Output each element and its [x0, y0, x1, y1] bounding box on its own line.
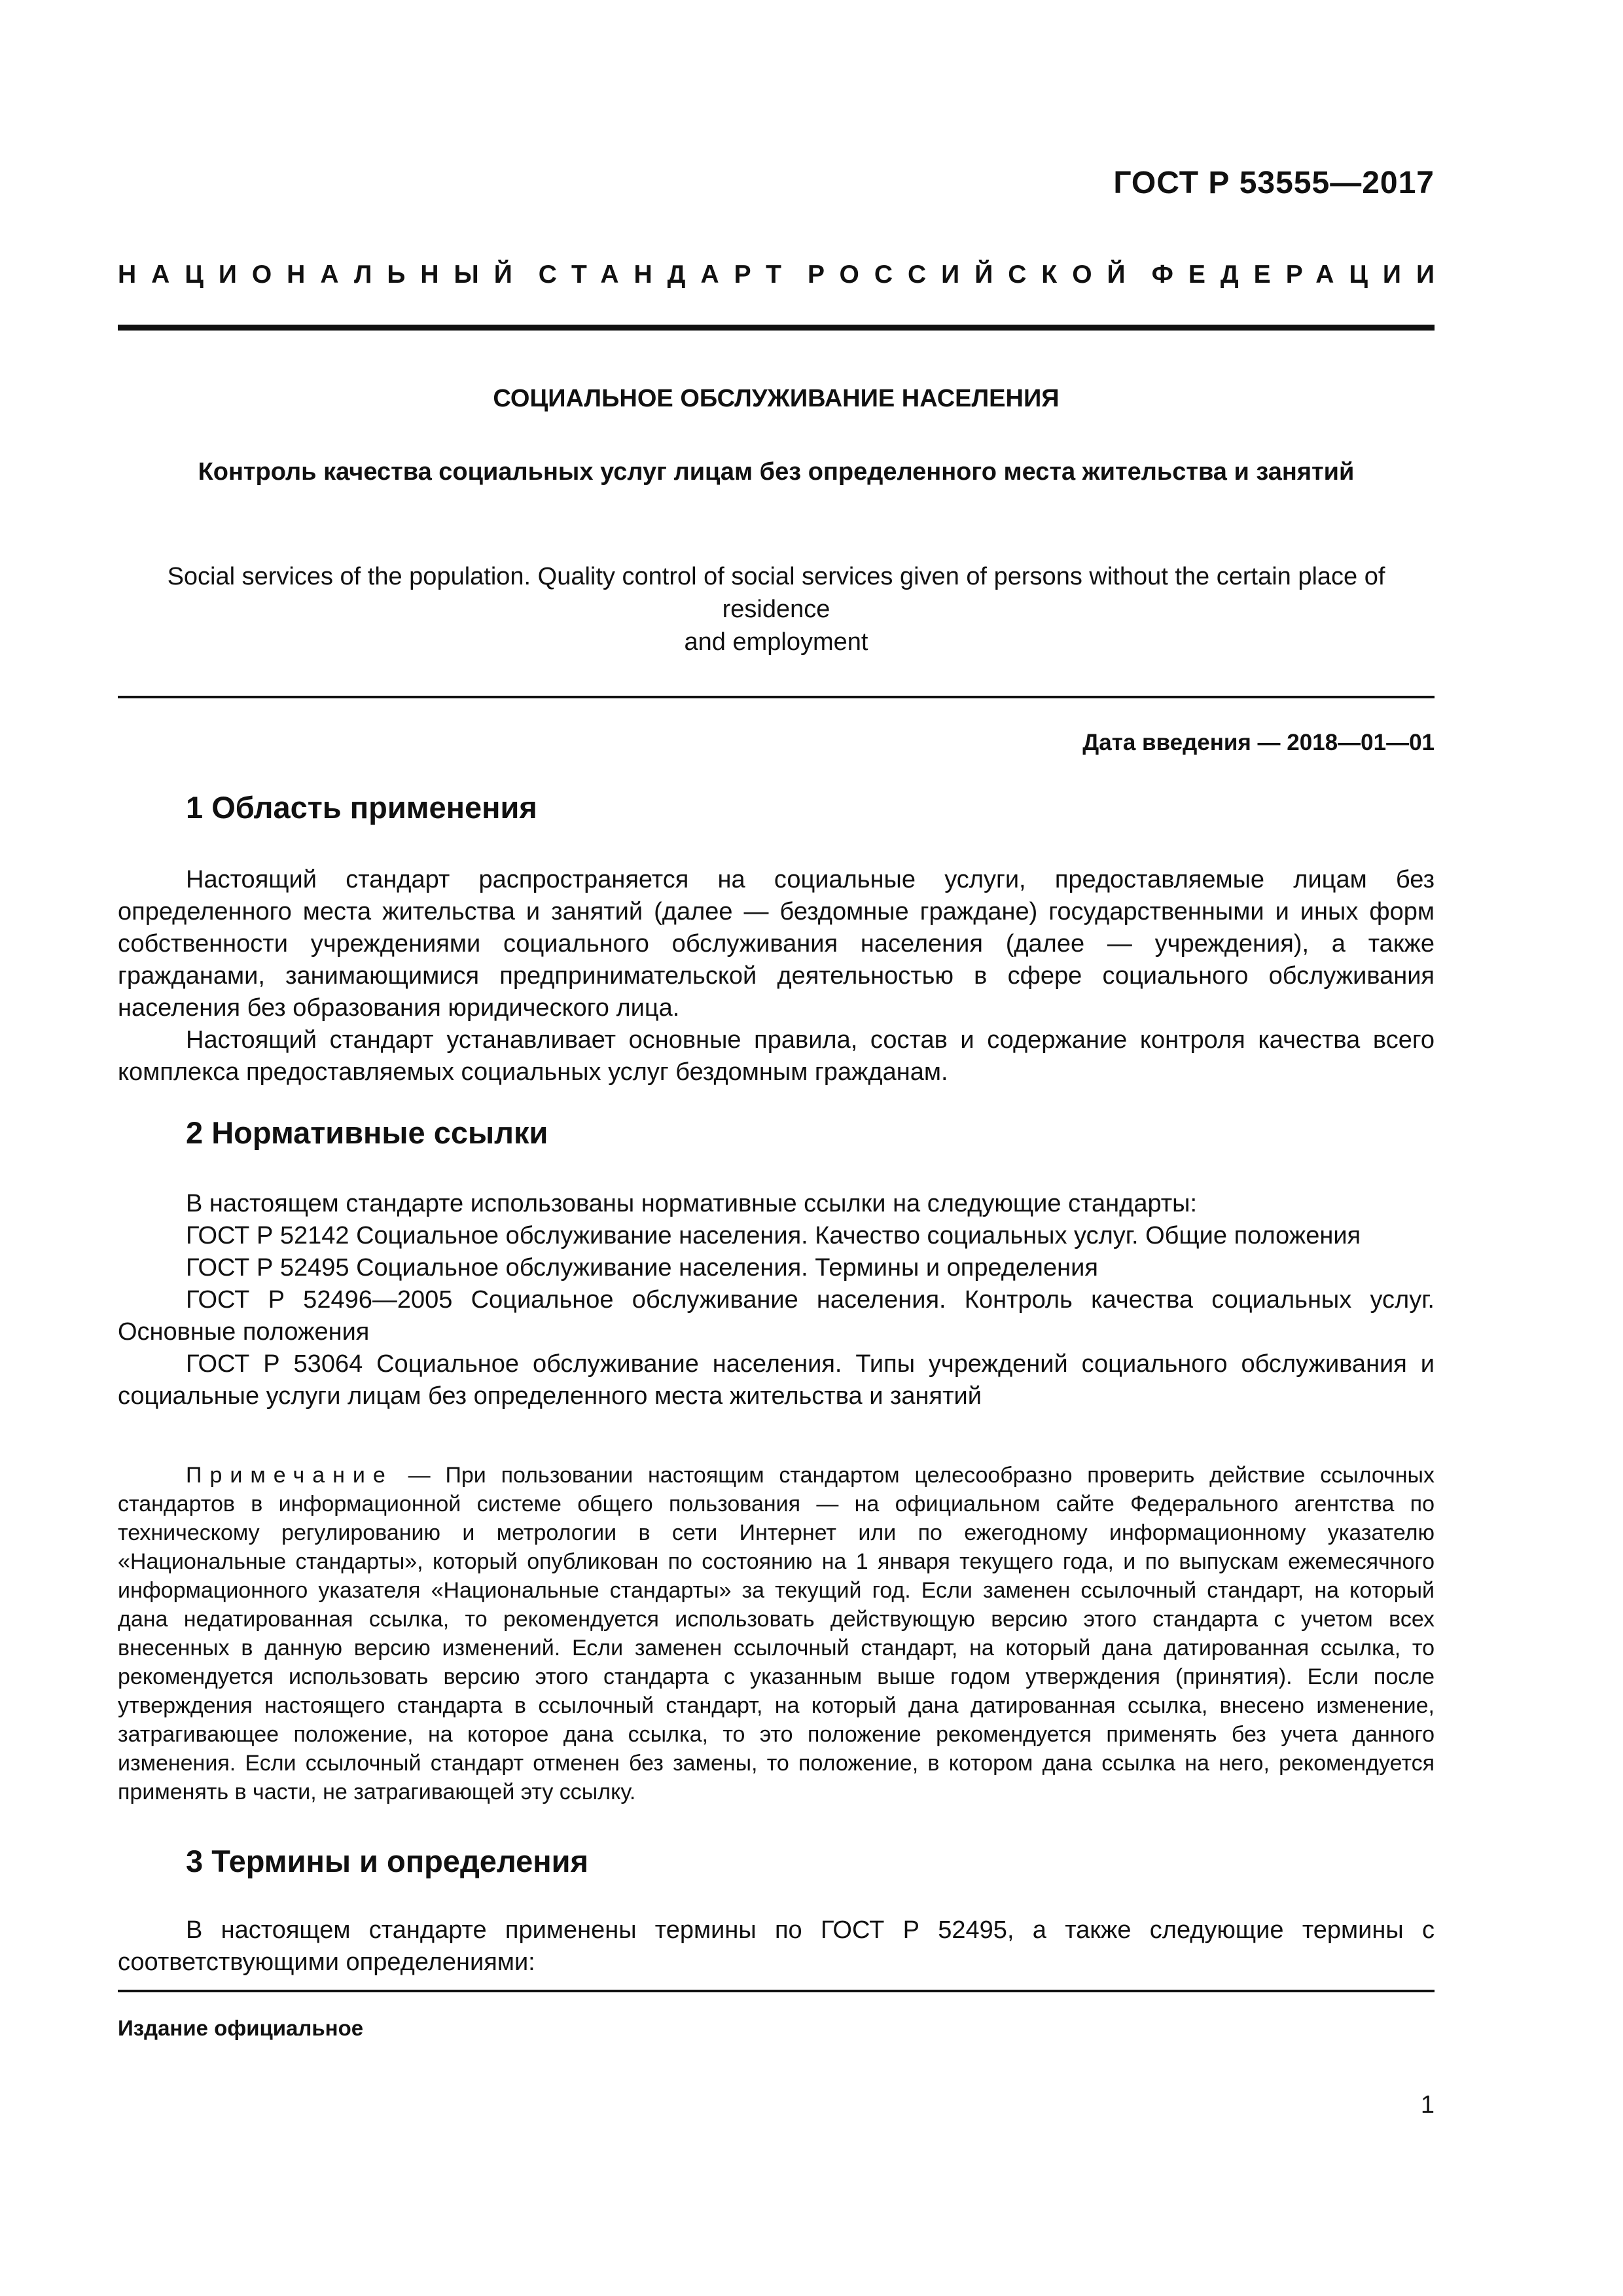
note-text: — При пользовании настоящим стандартом целесообразно проверить действие ссылочных стандартов в информационной системе общего пользования — на официальном сайте Федерального агентства по техническому регулированию и метрологии в сети Интернет или по ежегодному информационному указателю «Национальные стандарты», который опубликован по состоянию на 1 января текущего года, и по выпускам ежемесячного информационного указателя «Национальные стандарты» за текущий год. Если заменен ссылочный стандарт, на который дана недатированная ссылка, то рекомендуется использовать действующую версию этого стандарта с учетом всех внесенных в данную версию изменений. Если заменен ссылочный стандарт, на который дана датированная ссылка, то рекомендуется использовать версию этого стандарта с указанным выше годом утверждения (принятия). Если после утверждения настоящего стандарта в ссылочный стандарт, на который дана датированная ссылка, внесено изменение, затрагивающее положение, на которое дана ссылка, то это положение рекомендуется применять без учета данного изменения. Если ссылочный стандарт отменен без замены, то положение, в котором дана ссылка на него, рекомендуется применять в части, не затрагивающей эту ссылку.: [118, 1463, 1435, 1804]
english-title: [118, 560, 1435, 658]
national-standard-banner: [118, 260, 1450, 289]
banner-word: РОССИЙСКОЙ: [808, 260, 1141, 289]
note-paragraph: [118, 1461, 1435, 1806]
banner-word: НАЦИОНАЛЬНЫЙ: [118, 260, 527, 289]
footer-divider: [118, 1990, 1435, 1992]
banner-word: СТАНДАРТ: [538, 260, 796, 289]
reference-item: ГОСТ Р 52496—2005 Социальное обслуживание населения. Контроль качества социальных услуг. Основные положения: [118, 1286, 1435, 1346]
document-title: СОЦИАЛЬНОЕ ОБСЛУЖИВАНИЕ НАСЕЛЕНИЯ: [493, 385, 1060, 412]
paragraph: В настоящем стандарте применены термины по ГОСТ Р 52495, а также следующие термины с соответствующими определениями:: [118, 1916, 1435, 1976]
paragraph: В настоящем стандарте использованы нормативные ссылки на следующие стандарты:: [186, 1190, 1198, 1217]
page-number: 1: [1420, 2091, 1435, 2119]
english-title-line: Social services of the population. Quality control of social services given of persons without the certain place of residence: [167, 563, 1385, 623]
reference-item: ГОСТ Р 52142 Социальное обслуживание населения. Качество социальных услуг. Общие положения: [186, 1222, 1361, 1249]
note-label: Примечание: [186, 1463, 393, 1488]
section-terms-body: [118, 1914, 1435, 1979]
paragraph: Настоящий стандарт распространяется на социальные услуги, предоставляемые лицам без определенного места жительства и занятий (далее — бездомные граждане) государственными и иных форм собственности учреждениями социального обслуживания населения (далее — учреждения), а также гражданами, занимающимися предпринимательской деятельностью в сфере социального обслуживания населения без образования юридического лица.: [118, 866, 1435, 1022]
section-heading-terms: 3 Термины и определения: [186, 1844, 588, 1878]
english-title-line: and employment: [684, 628, 868, 656]
title-divider: [118, 696, 1435, 698]
section-heading-scope: 1 Область применения: [186, 790, 537, 825]
document-code: ГОСТ Р 53555—2017: [1113, 166, 1435, 200]
header-divider: [118, 325, 1435, 331]
document-subtitle: Контроль качества социальных услуг лицам без определенного места жительства и занятий: [198, 458, 1355, 486]
section-scope-body: [118, 864, 1435, 1088]
introduction-date: Дата введения — 2018—01—01: [1082, 730, 1435, 755]
reference-item: ГОСТ Р 53064 Социальное обслуживание населения. Типы учреждений социального обслуживания и социальные услуги лицам без определенного места жительства и занятий: [118, 1350, 1435, 1410]
section-heading-references: 2 Нормативные ссылки: [186, 1115, 548, 1150]
section-references-body: [118, 1188, 1435, 1412]
banner-word: ФЕДЕРАЦИИ: [1151, 260, 1450, 289]
reference-item: ГОСТ Р 52495 Социальное обслуживание населения. Термины и определения: [186, 1254, 1098, 1282]
official-edition-label: Издание официальное: [118, 2016, 364, 2040]
paragraph: Настоящий стандарт устанавливает основные правила, состав и содержание контроля качества всего комплекса предоставляемых социальных услуг бездомным гражданам.: [118, 1026, 1435, 1086]
references-note: [118, 1461, 1435, 1806]
